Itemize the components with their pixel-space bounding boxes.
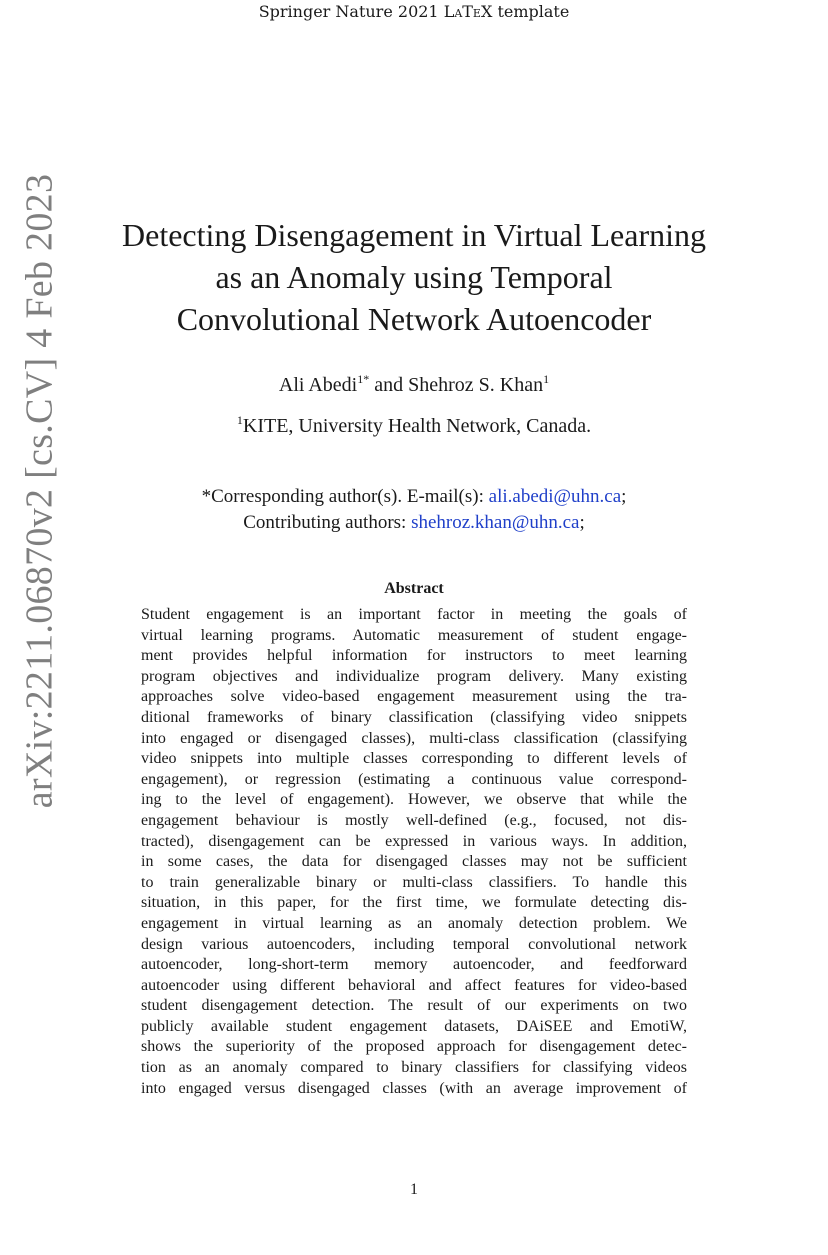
abstract-line: engagement in virtual learning as an anomaly detection problem. We [141,914,687,932]
abstract-line: video snippets into multiple classes corresponding to different levels of [141,750,687,768]
abstract-line: autoencoder using different behavioral and affect features for video-based [141,976,687,994]
title-line-3: Convolutional Network Autoencoder [176,301,652,337]
author-list [0,372,828,398]
abstract-line: shows the superiority of the proposed approach for disengagement detec- [141,1038,687,1056]
author-name: Ali Abedi [278,374,358,396]
corresponding-email-tail: ; [621,486,627,507]
author-affiliation-mark: 1 [543,372,550,386]
contributing-authors-row [0,510,828,536]
abstract-line: autoencoder, long-short-term memory autoencoder, and feedforward [141,956,687,974]
running-header-suffix: template [492,2,570,21]
abstract-line: program objectives and individualize program delivery. Many existing [141,667,687,685]
affiliation-mark: 1 [236,413,243,427]
page-number: 1 [410,1181,418,1198]
abstract-line: into engaged or disengaged classes), multi-class classification (classifying [141,729,687,747]
abstract-body [141,605,687,1099]
abstract-line: engagement), or regression (estimating a continuous value correspond- [141,770,687,788]
abstract-line: publicly available student engagement datasets, DAiSEE and EmotiW, [141,1017,687,1035]
abstract-line: student disengagement detection. The result of our experiments on two [141,997,687,1015]
paper-title [100,214,728,340]
abstract-line: to train generalizable binary or multi-class classifiers. To handle this [141,873,687,891]
title-line-1: Detecting Disengagement in Virtual Learning [122,217,706,253]
author-conjunction: and [369,374,409,396]
latex-logo: LaTeX [443,2,493,21]
abstract-line: engagement behaviour is mostly well-defined (e.g., focused, not dis- [141,811,687,829]
abstract-line: tion as an anomaly compared to binary classifiers for classifying videos [141,1059,687,1077]
abstract-line: approaches solve video-based engagement measurement using the tra- [141,688,687,706]
author-affiliation-mark: 1* [357,372,370,386]
author-name: Shehroz S. Khan [408,374,544,396]
contact-info [0,484,828,536]
abstract-line: virtual learning programs. Automatic measurement of student engage- [141,626,687,644]
corresponding-author-row [0,484,828,510]
affiliation [0,413,828,439]
running-header-prefix: Springer Nature 2021 [258,2,444,21]
abstract-line: design various autoencoders, including temporal convolutional network [141,935,687,953]
title-line-2: as an Anomaly using Temporal [215,259,613,295]
affiliation-text: KITE, University Health Network, Canada. [242,415,592,437]
abstract-heading: Abstract [384,580,444,597]
contributing-authors-label: Contributing authors: [243,512,412,533]
abstract-line: ing to the level of engagement). However, we observe that while the [141,791,687,809]
abstract-line: Student engagement is an important factor in meeting the goals of [141,606,687,623]
running-header [0,2,828,22]
abstract-line: ment provides helpful information for instructors to meet learning [141,647,687,665]
abstract-line: ditional frameworks of binary classification (classifying video snippets [141,708,687,726]
corresponding-author-label: *Corresponding author(s). E-mail(s): [201,486,489,507]
arxiv-identifier-text: arXiv:2211.06870v2 [cs.CV] 4 Feb 2023 [18,173,60,809]
abstract-line: into engaged versus disengaged classes (with an average improvement of [141,1079,687,1097]
abstract-line: tracted), disengagement can be expressed in various ways. In addition, [141,832,687,850]
abstract-line: in some cases, the data for disengaged classes may not be sufficient [141,853,687,871]
corresponding-email-link[interactable]: ali.abedi@uhn.ca [488,486,622,507]
contributing-email-tail: ; [579,512,585,533]
contributing-email-link[interactable]: shehroz.khan@uhn.ca [411,512,580,533]
abstract-line: situation, in this paper, for the first time, we formulate detecting dis- [141,894,687,912]
